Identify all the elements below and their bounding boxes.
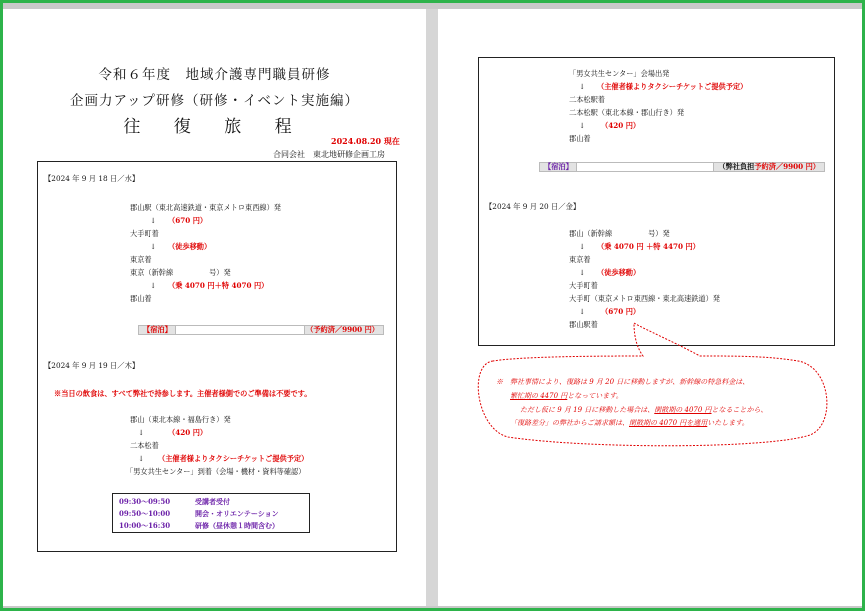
cont-line: 二本松駅（東北本線・郡山行き）発 — [569, 108, 685, 117]
meal-notice: ※当日の飲食は、すべて弊社で持参します。主催者様側でのご準備は不要です。 — [54, 389, 312, 398]
stay-bar — [138, 325, 384, 335]
day3-line: 郡山（新幹線 号）発 — [569, 229, 670, 238]
schedule-item: 研修（昼休憩１時間含む） — [195, 521, 279, 530]
arrow-icon: ↓ — [150, 216, 157, 225]
callout-line4-tail: いたします。 — [707, 419, 749, 427]
day2-line: 二本松着 — [130, 441, 159, 450]
day3-line: 郡山駅着 — [569, 320, 598, 329]
schedule-time: 10:00〜16:30 — [119, 521, 171, 530]
schedule-time: 09:30〜09:50 — [119, 497, 171, 506]
arrow-icon: ↓ — [138, 428, 145, 437]
callout-bubble — [438, 9, 862, 606]
day3-line: 大手町着 — [569, 281, 598, 290]
arrow-icon: ↓ — [579, 121, 586, 130]
callout-line1: ※ 弊社事情により、復路は 9 月 20 日に移動しますが、新幹線の特急料金は、 — [496, 378, 750, 386]
title-line1: 令和６年度 地域介護専門職員研修 — [98, 67, 331, 83]
schedule-time: 09:50〜10:00 — [119, 509, 171, 518]
itinerary-frame-left — [37, 161, 397, 552]
day3-line: 東京着 — [569, 255, 591, 264]
date-note: 2024.08.20 現在 — [331, 136, 400, 146]
callout-line3-tail: となることから、 — [711, 406, 768, 414]
fare-note: （乗 4070 円＋特 4070 円） — [168, 281, 269, 290]
day3-line: 大手町（東京メトロ東西線・東北高速鉄道）発 — [569, 294, 720, 303]
arrow-icon: ↓ — [579, 268, 586, 277]
callout-line2-text: となっています。 — [567, 392, 623, 400]
fare-note: （420 円） — [601, 121, 641, 130]
walk-note: （徒歩移動） — [597, 268, 641, 277]
arrow-icon: ↓ — [150, 281, 157, 290]
cont-line: 郡山着 — [569, 134, 591, 143]
day1-line: 東京（新幹線 号）発 — [130, 268, 231, 277]
fare-note: （670 円） — [168, 216, 208, 225]
stay-blank — [175, 326, 305, 334]
page-right — [438, 9, 862, 606]
schedule-item: 受講者受付 — [195, 497, 230, 506]
day1-line: 郡山駅（東北高速鉄道・東京メトロ東西線）発 — [130, 203, 281, 212]
document-canvas — [3, 3, 862, 608]
day1-line: 郡山着 — [130, 294, 152, 303]
stay-label: 【宿泊】 — [544, 162, 573, 171]
stay-note-black: （弊社負担 — [718, 162, 755, 171]
fare-note: （420 円） — [168, 428, 208, 437]
callout-applied-fare: 閑散期の 4070 円を適用 — [629, 419, 708, 427]
callout-line2 — [510, 393, 623, 401]
title-line2: 企画力アップ研修（研修・イベント実施編） — [69, 93, 360, 109]
org-name: 合同会社 東北地研修企画工房 — [273, 150, 385, 159]
page-left — [3, 9, 426, 606]
day3-header: 【2024 年 9 月 20 日／金】 — [485, 202, 581, 211]
day1-line: 東京着 — [130, 255, 152, 264]
schedule-row — [119, 497, 230, 507]
arrow-icon: ↓ — [579, 242, 586, 251]
stay-note-red: 予約済／9900 円） — [754, 162, 820, 171]
cont-line: 「男女共生センター」会場出発 — [569, 69, 670, 78]
walk-note: （徒歩移動） — [168, 242, 212, 251]
callout-peak-fare: 繁忙期の 4470 円 — [510, 392, 568, 400]
callout-line4 — [510, 420, 749, 428]
callout-offpeak-fare: 閑散期の 4070 円 — [654, 406, 712, 414]
arrow-icon: ↓ — [150, 242, 157, 251]
callout-line3 — [520, 407, 768, 415]
schedule-row — [119, 509, 279, 519]
day2-line: 「男女共生センター」到着（会場・機材・資料等確認） — [126, 467, 306, 476]
schedule-box — [112, 493, 310, 533]
day2-line: 郡山（東北本線・福島行き）発 — [130, 415, 231, 424]
callout-line4-text: 「復路差分」の弊社からご請求額は、 — [510, 419, 629, 427]
taxi-note: （主催者様よりタクシーチケットご提供予定） — [597, 82, 748, 91]
day1-line: 大手町着 — [130, 229, 159, 238]
arrow-icon: ↓ — [138, 454, 145, 463]
fare-note: （670 円） — [601, 307, 641, 316]
fare-note: （乗 4070 円 ＋特 4470 円） — [597, 242, 700, 251]
schedule-item: 開会・オリエンテーション — [195, 509, 279, 518]
callout-line3-text: ただし仮に 9 月 19 日に移動した場合は、 — [520, 406, 655, 414]
arrow-icon: ↓ — [579, 307, 586, 316]
arrow-icon: ↓ — [579, 82, 586, 91]
taxi-note: （主催者様よりタクシーチケットご提供予定） — [158, 454, 309, 463]
schedule-row — [119, 521, 279, 531]
page-gutter — [426, 9, 438, 606]
cont-line: 二本松駅着 — [569, 95, 605, 104]
title-main: 往 復 旅 程 — [123, 117, 306, 137]
stay-label: 【宿泊】 — [143, 325, 172, 334]
stay-note: （予約済／9900 円） — [306, 325, 379, 334]
day2-header: 【2024 年 9 月 19 日／木】 — [44, 361, 140, 370]
day1-header: 【2024 年 9 月 18 日／水】 — [44, 174, 140, 183]
